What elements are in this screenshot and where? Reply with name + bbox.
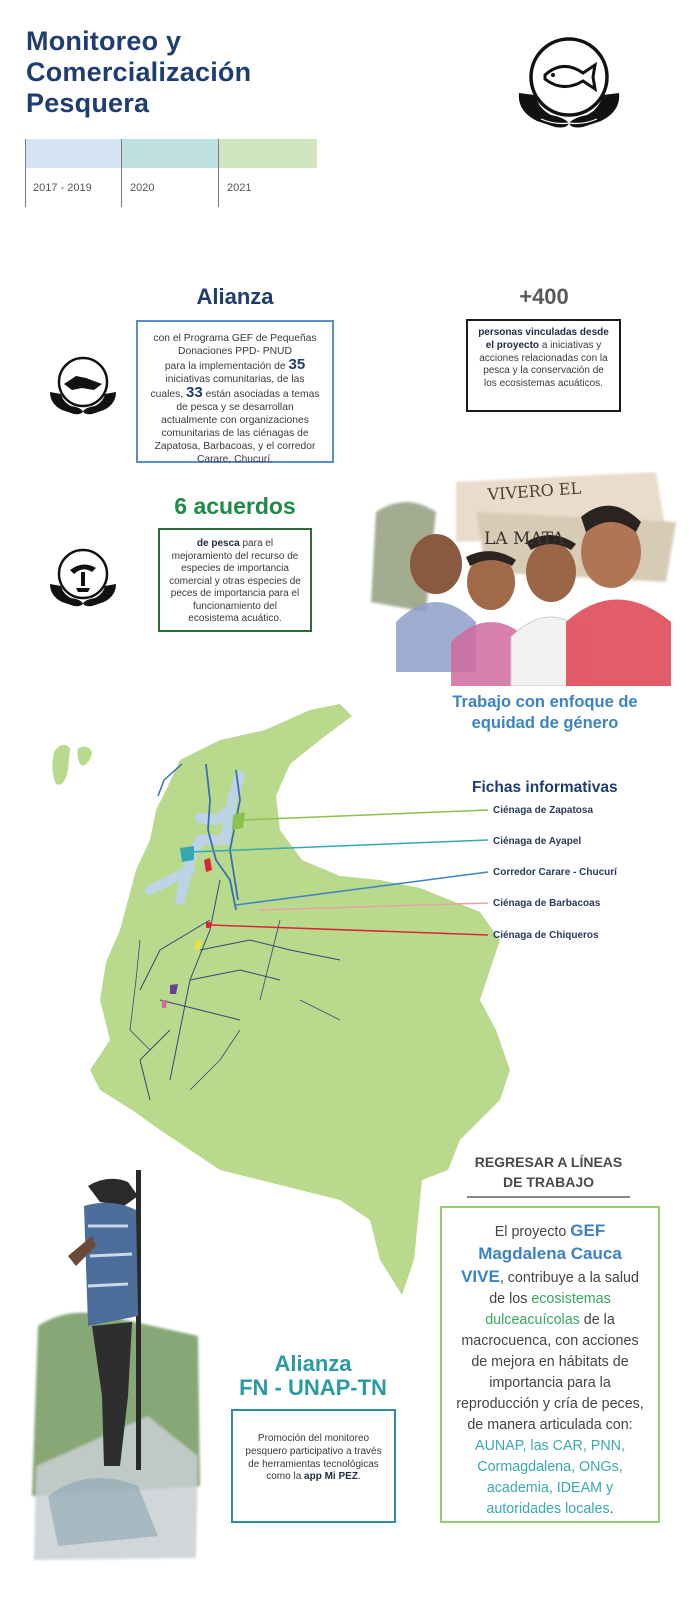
alianza-text-b: para la implementación de — [164, 361, 286, 372]
ficha-line-ayapel — [190, 840, 488, 852]
vive-t1: El proyecto — [494, 1224, 571, 1240]
title-line-2: Comercialización — [26, 57, 252, 87]
ficha-ayapel[interactable]: Ciénaga de Ayapel — [493, 836, 582, 847]
vive-hl-project: GEF Magdalena Cauca VIVE — [461, 1221, 622, 1286]
regresar-line-2: DE TRABAJO — [502, 1174, 594, 1190]
ficha-barbacoas[interactable]: Ciénaga de Barbacoas — [493, 898, 601, 909]
fisherman-photo — [28, 1166, 204, 1562]
acuerdos-title: 6 acuerdos — [174, 493, 296, 519]
vive-text — [456, 1220, 644, 1520]
title-line-1: Monitoreo y — [26, 26, 182, 56]
timeline-label: 2017 - 2019 — [33, 182, 92, 194]
title-line-3: Pesquera — [26, 88, 150, 118]
alianza-num-33: 33 — [186, 384, 203, 401]
alianza-text-d: están asociadas a temas de pesca y se desarrollan actualmente con organizaciones comunitarias de las ciénagas de Zapatosa, Barbacoas, y el corredor Carare, Chucurí. — [154, 389, 320, 465]
alianza-title: Alianza — [196, 284, 274, 309]
gender-caption-line-2: equidad de género — [471, 714, 619, 732]
alianza-fn-end: . — [357, 1471, 361, 1483]
acuerdos-bold: de pesca — [196, 538, 240, 549]
alianza-fn-title — [230, 1352, 396, 1400]
vive-t2: , contribuye a la salud de los — [489, 1270, 639, 1307]
women-photo-sign-1: VIVERO EL — [486, 478, 582, 504]
alianza-text-a: con el Programa GEF de Pequeñas Donaciones PPD- PNUD — [153, 333, 317, 357]
personas-bold: personas vinculadas desde el proyecto — [478, 327, 609, 351]
vive-hl-partners: AUNAP, las CAR, PNN, Cormagdalena, ONGs, academia, IDEAM y autoridades locales — [475, 1438, 625, 1517]
women-photo-sign-2: LA MATA — [484, 529, 565, 549]
personas-text: a iniciativas y acciones relacionadas con la pesca y la conservación de los ecosistemas acuáticos. — [479, 339, 608, 390]
gender-caption-line-1: Trabajo con enfoque de — [452, 693, 638, 711]
alianza-fn-bold: app Mi PEZ — [304, 1471, 358, 1483]
vive-t4: . — [609, 1501, 614, 1517]
regresar-line-1: REGRESAR A LÍNEAS — [474, 1154, 623, 1170]
ficha-line-carare — [236, 872, 488, 905]
alianza-num-35: 35 — [288, 356, 306, 373]
ficha-line-chiqueros — [210, 925, 488, 935]
alianza-text-c: iniciativas comunitarias, de las cuales, — [150, 374, 305, 400]
alianza-fn-line-1: Alianza — [274, 1351, 352, 1376]
regresar-button[interactable] — [467, 1152, 630, 1198]
ficha-line-zapatosa — [243, 810, 488, 820]
ficha-chiqueros[interactable]: Ciénaga de Chiqueros — [493, 930, 599, 941]
personas-title: +400 — [519, 284, 569, 309]
acuerdos-text: para el mejoramiento del recurso de especies de importancia comercial y otras especies de peces de importancia para el funcionamiento del ecosistema acuático. — [169, 538, 301, 624]
vive-hl-ecosystems: ecosistemas dulceacuícolas — [485, 1291, 611, 1328]
fichas-title: Fichas informativas — [472, 779, 618, 796]
vive-box — [440, 1206, 660, 1523]
vive-t3: de la macrocuenca, con acciones de mejora en hábitats de importancia para la reproducción y cría de peces, de manera articulada con: — [456, 1312, 644, 1433]
ficha-line-barbacoas — [260, 903, 488, 910]
timeline-label: 2021 — [227, 182, 252, 194]
timeline-label: 2020 — [130, 182, 155, 194]
alianza-fn-line-2: FN - UNAP-TN — [239, 1375, 387, 1400]
ficha-carare-chucuri[interactable]: Corredor Carare - Chucurí — [493, 867, 617, 878]
alianza-fn-box — [231, 1409, 396, 1523]
alianza-fn-text: Promoción del monitoreo pesquero participativo a través de herramientas tecnológicas como la — [245, 1433, 382, 1483]
ficha-zapatosa[interactable]: Ciénaga de Zapatosa — [493, 805, 594, 816]
